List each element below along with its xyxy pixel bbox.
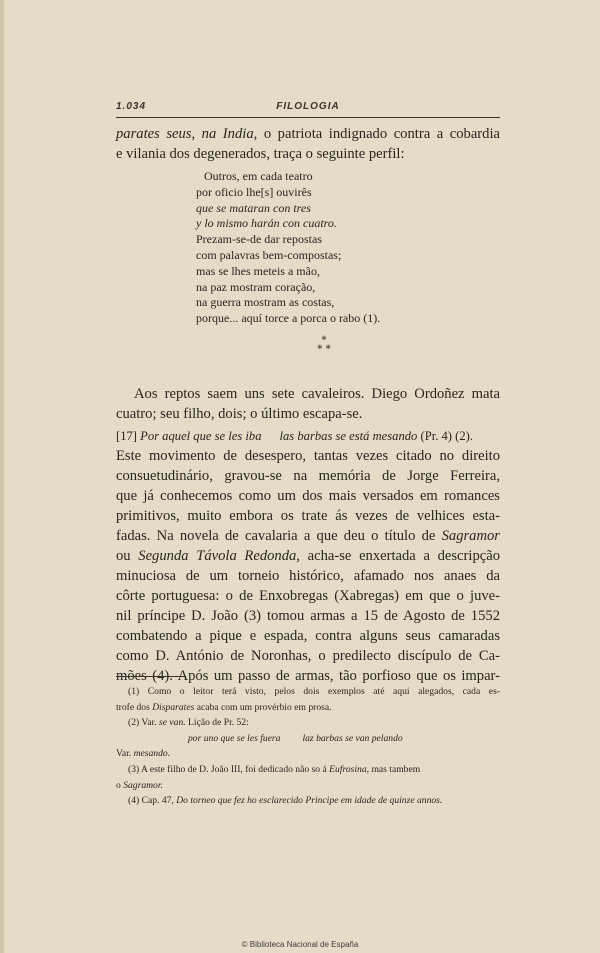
verse-block [196,169,496,327]
verse-line: Prezam-se-de dar repostas [196,232,322,247]
body-line: minuciosa de um torneio histórico, afamado nos anaes da [116,568,500,584]
intro-paragraph [116,124,500,164]
running-head [116,101,500,117]
para2-line1: Aos reptos saem uns sete cavaleiros. Diego Ordoñez mata [134,386,500,402]
footnote-2-variant: por uno que se les fuera laz barbas se van pelando [188,732,403,744]
body-line: que já conhecemos como um dos mais versados em romances [116,488,500,504]
verse-line: por oficio lhe[s] ouvirês [196,184,312,199]
asterism [304,336,344,360]
verse-line: que se mataran con tres [196,200,311,215]
footnote-1: (1) Como o leitor terá visto, pelos dois exemplos até aqui alegados, cada es- [128,686,500,697]
asterism-top: * [321,335,327,346]
citation-verse-1: Por aquel que se les iba [140,429,262,443]
verse-line: na guerra mostram as costas, [196,295,335,310]
citation-verse-2: las barbas se está mesando [279,429,418,443]
para2-line2: cuatro; seu filho, dois; o último escapa-se. [116,406,363,422]
footnote-3: (3) A este filho de D. João III, foi dedicado não so á Eufrosina, mas tambem [128,763,421,775]
verse-line: com palavras bem-compostas; [196,247,342,262]
body-line: mões (4). Após um passo de armas, tão porfioso que os impar- [116,668,500,684]
body-line: combatendo a pique e espada, contra alguns seus camaradas [116,628,500,644]
verse-line: y lo mismo harán con cuatro. [196,216,337,231]
footnote-3-cont: o Sagramor. [116,779,163,791]
paragraph-movimento [116,446,500,686]
intro-line2: e vilania dos degenerados, traça o seguinte perfil: [116,146,405,162]
verse-line: mas se lhes meteis a mão, [196,263,320,278]
asterism-bottom: * * [317,344,331,355]
body-line: consuetudinário, gravou-se na memória de Jorge Ferreira, [116,468,500,484]
body-line: como D. António de Noronhas, o predilecto discípulo de Ca- [116,648,500,664]
body-line: primitivos, muito embora os trate ás vezes de velhices esta- [116,508,500,524]
running-title: FILOLOGIA [276,101,340,112]
library-credit: © Biblioteca Nacional de España [241,940,359,949]
footnote-rule [116,676,186,677]
intro-italic: parates seus, na India, [116,126,258,142]
body-line: Este movimento de desespero, tantas vezes citado no direito [116,448,500,464]
footnote-2: (2) Var. se van. Lição de Pr. 52: [128,717,249,729]
page-edge [0,0,4,953]
body-line: nil príncipe D. João (3) tomou armas a 15 de Agosto de 1552 [116,608,500,624]
verse-line: porque... aquí torce a porca o rabo (1). [196,311,381,326]
verse-line: na paz mostram coração, [196,279,316,294]
verse-line: Outros, em cada teatro [204,169,313,183]
footnotes [116,684,500,809]
romance-citation [116,426,500,446]
page-number: 1.034 [116,101,147,112]
title-tavola-redonda: Segunda Távola Redonda, [138,548,300,564]
intro-line1-rest: o patriota indignado contra a cobardia [257,126,500,142]
footnote-2-var: Var. mesando. [116,748,171,760]
body-line: ou Segunda Távola Redonda, acha-se enxertada a descripção [116,548,501,564]
footnote-1-cont: trofe dos Disparates acaba com um provérbio em prosa. [116,701,332,713]
header-rule [116,117,500,118]
title-sagramor: Sagramor [441,528,500,544]
citation-number: [17] [116,429,137,443]
footnote-4: (4) Cap. 47, Do torneo que fez ho esclarecido Principe em idade de quinze annos. [128,795,443,807]
body-line: côrte portuguesa: o de Enxobregas (Xabregas) em que o juve- [116,588,500,604]
paragraph-reptos [116,384,500,424]
citation-reference: (Pr. 4) (2). [420,429,473,443]
body-line: fadas. Na novela de cavalaria a que deu o título de Sagramor [116,528,500,544]
